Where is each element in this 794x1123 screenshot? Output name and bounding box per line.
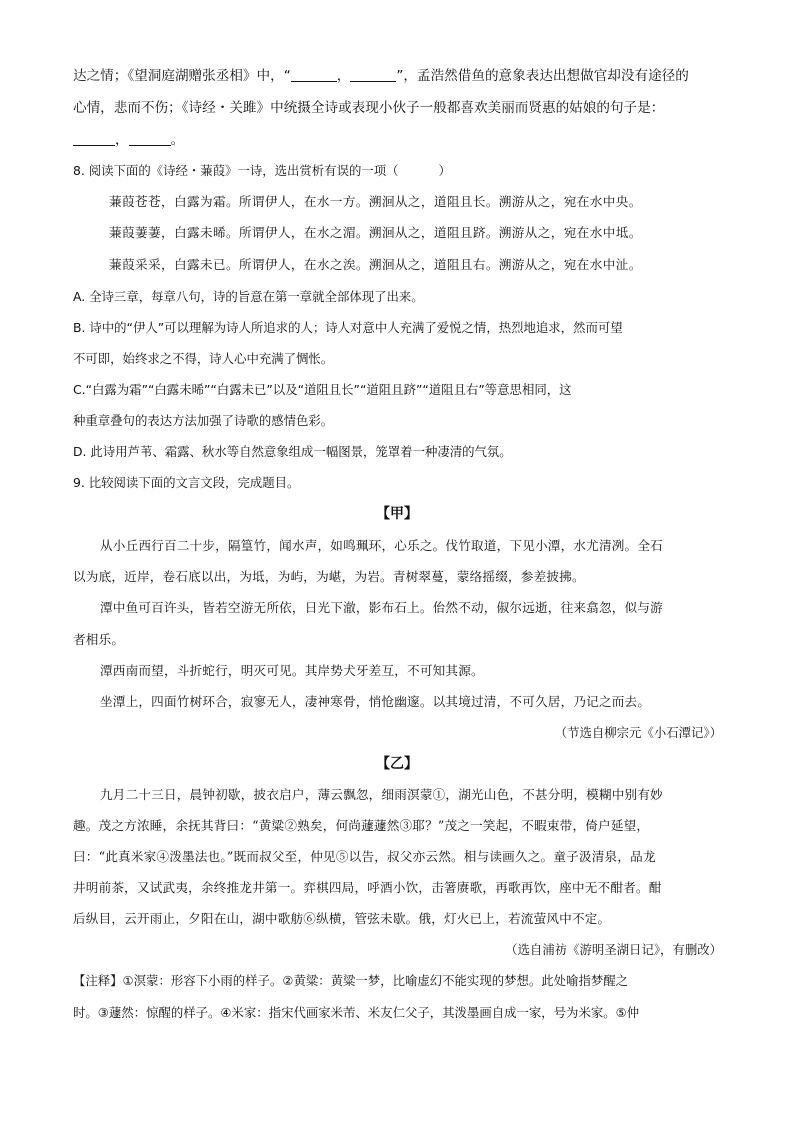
q8-option-d: D. 此诗用芦苇、霜露、秋水等自然意象组成一幅图景，笼罩着一种凄清的气氛。 — [73, 444, 512, 459]
passage-yi-line: 后纵目，云开雨止，夕阳在山，湖中歌舫⑥纵横，管弦未歇。俄，灯火已上，若流萤风中不定。 — [73, 911, 611, 926]
answer-blank[interactable] — [73, 132, 115, 146]
answer-blank[interactable] — [129, 132, 171, 146]
q8-option-b: B. 诗中的“伊人”可以理解为诗人所追求的人；诗人对意中人充满了爱悦之情，热烈地追求，然而可望 — [73, 320, 623, 335]
poem-line: 蒹葭苍苍，白露为霜。所谓伊人，在水一方。溯洄从之，道阻且长。溯游从之，宛在水中央。 — [109, 194, 642, 209]
passage-yi-line: 九月二十三日，晨钟初歇，披衣启户，薄云飘忽，细雨溟蒙①，湖光山色，不甚分明，模糊中别有妙 — [100, 787, 663, 802]
q8-stem-text: 8. 阅读下面的《诗经・蒹葭》一诗，选出赏析有误的一项（ — [73, 163, 399, 178]
answer-blank[interactable] — [350, 68, 396, 82]
q8-option-c: C.“白露为霜”“白露未晞”“白露未已”以及“道阻且长”“道阻且跻”“道阻且右”等意思相同，这 — [73, 382, 572, 397]
q7-line-2: 心情，悲而不伤；《诗经・关雎》中统摄全诗或表现小伙子一般都喜欢美丽而贤惠的姑娘的句子是： — [73, 100, 665, 116]
q8-option-b-cont: 不可即，始终求之不得，诗人心中充满了惆怅。 — [73, 351, 334, 366]
q7-text-c: ”，孟浩然借鱼的意象表达出想做官却没有途径的 — [396, 68, 689, 84]
q8-option-a: A. 全诗三章，每章八句，诗的旨意在第一章就全部体现了出来。 — [73, 289, 424, 304]
passage-yi-source: （选自浦祊《游明圣湖日记》，有删改） — [505, 942, 722, 957]
q8-option-c-cont: 种重章叠句的表达方法加强了诗歌的感情色彩。 — [73, 413, 334, 428]
passage-jia-line: 以为底，近岸，卷石底以出，为坻，为屿，为嵁，为岩。青树翠蔓，蒙络摇缀，参差披拂。 — [73, 569, 585, 584]
q7-text-a: 达之情；《望洞庭湖赠张丞相》中，“ — [73, 68, 291, 84]
poem-line: 蒹葭采采，白露未已。所谓伊人，在水之涘。溯洄从之，道阻且右。溯游从之，宛在水中沚。 — [109, 257, 642, 272]
passage-yi-line: 井明前茶，又试武夷，余终推龙井第一。弈棋四局，呼酒小饮，击箸赓歌，再歌再饮，座中无不酣者。酣 — [73, 880, 662, 895]
answer-blank[interactable] — [291, 68, 337, 82]
poem-line: 蒹葭萋萋，白露未晞。所谓伊人，在水之湄。溯洄从之，道阻且跻。溯游从之，宛在水中坻。 — [109, 225, 642, 240]
q7-line-1 — [73, 66, 723, 86]
passage-jia-line: 潭中鱼可百许头，皆若空游无所依，日光下澈，影布石上。佁然不动，俶尔远逝，往来翕忽，似与游 — [100, 600, 663, 615]
passage-yi-line: 趣。茂之方浓睡，余抚其背曰：“黄粱②熟矣，何尚蘧蘧然③耶？”茂之一笑起，不暇束带，倚户延望， — [73, 818, 650, 833]
passage-jia-line: 坐潭上，四面竹树环合，寂寥无人，凄神寒骨，悄怆幽邃。以其境过清，不可久居，乃记之而去。 — [100, 694, 651, 709]
passage-yi-title: 【乙】 — [376, 756, 418, 772]
passage-jia-line: 者相乐。 — [73, 632, 125, 647]
passage-jia-line: 从小丘西行百二十步，隔篁竹，闻水声，如鸣珮环，心乐之。伐竹取道，下见小潭，水尤清冽。全石 — [100, 538, 663, 553]
passage-jia-source: （节选自柳宗元《小石潭记》） — [554, 725, 722, 740]
notes-line: 时。③蘧然：惊醒的样子。④米家：指宋代画家米芾、米友仁父子，其泼墨画自成一家，号为米家。⑤仲 — [73, 1005, 640, 1020]
passage-jia-title: 【甲】 — [376, 506, 418, 522]
q7-period: 。 — [170, 132, 185, 148]
passage-jia-line: 潭西南而望，斗折蛇行，明灭可见。其岸势犬牙差互，不可知其源。 — [100, 663, 484, 678]
q7-text-b: ， — [336, 68, 351, 84]
q7-comma: ， — [115, 132, 129, 148]
q7-line-3 — [73, 130, 723, 150]
q9-stem: 9. 比较阅读下面的文言文段，完成题目。 — [73, 475, 300, 490]
notes-line: 【注释】①溟蒙：形容下小雨的样子。②黄粱：黄粱一梦，比喻虚幻不能实现的梦想。此处喻指梦醒之 — [73, 973, 629, 988]
passage-yi-line: 曰：“此真米家④泼墨法也。”既而叔父至，仲见⑤以告，叔父亦云然。相与读画久之。童子汲清泉，品龙 — [73, 849, 656, 864]
q8-stem — [73, 161, 723, 181]
q8-stem-close: ） — [438, 163, 451, 178]
